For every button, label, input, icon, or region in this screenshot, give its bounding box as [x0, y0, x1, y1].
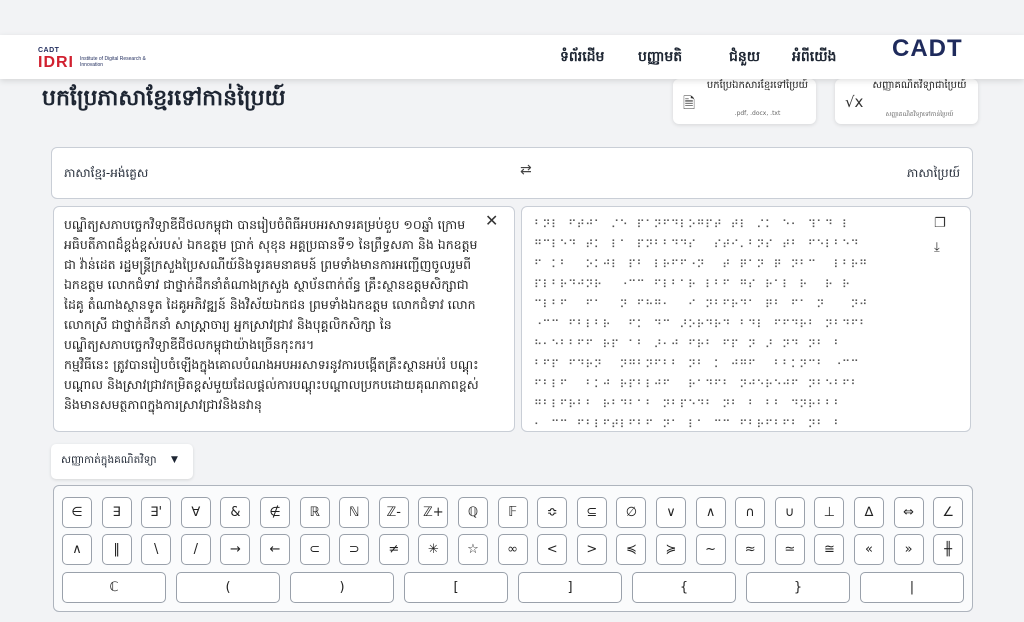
symbol-key[interactable]: ∞ — [498, 534, 528, 565]
dropdown-label: សញ្ញាកាត់ក្នុងគណិតវិទ្យា — [61, 454, 157, 466]
symbol-key[interactable]: ∈ — [62, 497, 92, 528]
symbol-key[interactable]: → — [220, 534, 250, 565]
symbol-key[interactable]: ≎ — [537, 497, 567, 528]
symbol-key[interactable]: & — [220, 497, 250, 528]
symbol-key[interactable]: ‖ — [102, 534, 132, 565]
clear-icon[interactable]: ✕ — [485, 211, 499, 230]
symbol-key[interactable]: ∃ — [102, 497, 132, 528]
symbol-key[interactable]: ⇔ — [894, 497, 924, 528]
document-translate-card[interactable] — [673, 79, 816, 124]
language-selector-bar — [51, 147, 973, 199]
card-title: សញ្ញាគណិតវិទ្យាជាប្រៃយ៍ — [872, 80, 967, 91]
braille-output-area — [521, 206, 971, 432]
symbol-key[interactable]: ∩ — [735, 497, 765, 528]
chevron-down-icon: ▼ — [171, 455, 178, 465]
symbol-key[interactable]: ≽ — [656, 534, 686, 565]
symbol-key[interactable]: ~ — [696, 534, 726, 565]
symbol-key[interactable]: < — [537, 534, 567, 565]
symbol-key[interactable]: ≅ — [814, 534, 844, 565]
symbol-key[interactable]: ≠ — [379, 534, 409, 565]
symbol-key[interactable]: ∧ — [696, 497, 726, 528]
source-text-area[interactable] — [53, 206, 515, 432]
symbol-key[interactable]: ℚ — [458, 497, 488, 528]
nav-help[interactable]: ជំនួយ — [729, 49, 761, 65]
swap-languages-icon[interactable]: ⇄ — [520, 162, 532, 178]
symbol-key[interactable]: { — [632, 572, 736, 603]
symbol-key[interactable]: } — [746, 572, 850, 603]
symbol-key[interactable]: ℝ — [300, 497, 330, 528]
symbol-key[interactable]: ☆ — [458, 534, 488, 565]
symbol-key[interactable]: ⊥ — [814, 497, 844, 528]
card-subtitle: .pdf, .docx, .txt — [734, 110, 781, 117]
symbol-key[interactable]: ℤ+ — [418, 497, 448, 528]
symbol-key[interactable]: ⊆ — [577, 497, 607, 528]
symbol-key[interactable]: \ — [141, 534, 171, 565]
symbol-key[interactable]: « — [854, 534, 884, 565]
logo-subtitle-text: Institute of Digital Research & Innovation — [80, 56, 146, 68]
source-text[interactable]: បណ្ឌិត្យសភាបច្ចេកវិទ្យាឌីជីថលកម្ពុជា បានរៀបចំពិធីអបអរសាទរគម្រប់ខួប ១០ឆ្នាំ ក្រោមអធិបតីភាពដ៏ខ្ពង់ខ្ពស់របស់ ឯកឧត្តម ប្រាក់ សុខុន អគ្គប្រធានទី១ នៃព្រឹទ្ធសភា និង ឯកឧត្តម ជា វ៉ាន់ដេត រដ្ឋមន្ត្រីក្រសួងប្រៃសណីយ៍និងទូរគមនាគមន៍ ព្រមទាំងមានការអញ្ជើញចូលរួមពី ឯកឧត្តម លោកជំទាវ ជាថ្នាក់ដឹកនាំតំណាងក្រសួង ស្ថាប័នពាក់ព័ន្ធ គ្រឹះស្ថានឧត្តមសិក្សាជាដៃគូ តំណាងស្ថានទូត ដៃគូអភិវឌ្ឍន៍ និងវិស័យឯកជន ព្រមទាំងឯកឧត្តម លោកជំទាវ លោក លោកស្រី ជាថ្នាក់ដឹកនាំ សាស្ត្រាចារ្យ អ្នកស្រាវជ្រាវ និងបុគ្គលិកសិក្សា នៃបណ្ឌិត្យសភាបច្ចេកវិទ្យាឌីជីថលកម្ពុជាយ៉ាងច្រើនកុះករ។ កម្មវិធីនេះ ត្រូវបានរៀបចំឡើងក្នុងគោលបំណងអបអរសាទរនូវការបង្កើតគ្រឹះស្ថានអប់រំ បណ្តុះបណ្តាល និងស្រាវជ្រាវកម្រិតខ្ពស់មួយដែលផ្តល់ការបណ្តុះបណ្តាលប្រកបដោយគុណភាពខ្ពស់ និងមានសមត្ថភាពក្នុងការស្រាវជ្រាវនិងនវានុ — [64, 217, 479, 412]
nav-feedback[interactable]: បញ្ញាមតិ — [638, 49, 683, 65]
symbol-key[interactable]: ≃ — [775, 534, 805, 565]
nav-about[interactable]: អំពីយើង — [792, 49, 837, 65]
symbol-key[interactable]: ≼ — [616, 534, 646, 565]
braille-output-text: ⠃⠝⠇⠀⠋⠞⠚⠁⠀⠌⠑⠀⠏⠁⠝⠋⠙⠇⠕⠛⠏⠞⠀⠞⠇⠀⠌⠅⠀⠑⠂⠀⠹⠁⠙⠀⠇ ⠛⠉⠇⠑⠙⠀⠞⠅⠀⠇⠁⠀⠏⠝⠃⠃⠙⠙⠎⠀⠀⠎⠞⠊⠄⠃⠝⠎⠀⠞⠃⠀⠋⠑⠇⠃⠑⠙ ⠋⠀⠅⠃⠀⠀⠕⠅⠚⠇⠀⠏⠃⠀⠇⠗⠋⠋⠐⠝⠀⠀⠞⠀⠟⠁⠝⠀⠟⠀⠝⠃⠉⠀⠀⠇⠃⠗⠛ ⠏⠇⠃⠗⠙⠚⠝⠗⠀⠀⠐⠉⠉⠀⠋⠇⠃⠁⠗⠀⠇⠃⠋⠀⠛⠎⠀⠗⠁⠇⠀⠗⠀⠀⠗⠀⠗ ⠉⠇⠃⠋⠀⠀⠋⠁⠀⠀⠝⠀⠋⠓⠛⠂⠀⠀⠊⠀⠝⠃⠋⠗⠙⠁⠀⠟⠃⠀⠋⠁⠀⠝⠀⠀⠀⠝⠚ ⠐⠉⠉⠀⠋⠃⠇⠃⠗⠀⠀⠋⠅⠀⠙⠉⠀⠜⠕⠗⠙⠗⠙⠀⠃⠙⠇⠀⠋⠋⠙⠗⠃⠀⠝⠃⠙⠋⠃ ⠓⠂⠑⠃⠃⠋⠋⠀⠗⠏⠀⠁⠃⠀⠜⠂⠚⠀⠋⠗⠃⠀⠋⠏⠀⠝⠀⠜⠀⠝⠙⠀⠝⠃⠀⠃ ⠃⠋⠏⠀⠋⠙⠗⠝⠀⠀⠝⠛⠃⠝⠋⠃⠃⠀⠝⠃⠀⠅⠀⠚⠛⠋⠀⠀⠃⠃⠅⠝⠉⠃⠀⠐⠉⠉ ⠋⠃⠇⠋⠀⠀⠃⠅⠚⠀⠗⠏⠃⠇⠚⠋⠀⠀⠗⠁⠙⠋⠃⠀⠝⠚⠑⠗⠑⠚⠋⠀⠝⠃⠑⠃⠋⠃ ⠛⠃⠇⠋⠗⠃⠃⠀⠗⠃⠙⠃⠁⠃⠀⠝⠃⠏⠑⠙⠃⠀⠝⠃⠀⠃⠀⠃⠃⠀⠙⠝⠗⠃⠃⠃ ⠂⠀⠉⠉⠀⠋⠃⠇⠋⠞⠇⠋⠃⠋⠀⠝⠁⠀⠇⠁⠀⠉⠉⠀⠋⠃⠗⠋⠃⠋⠃⠀⠝⠃⠀⠃ — [534, 218, 868, 431]
symbol-key[interactable]: 𝔽 — [498, 497, 528, 528]
copy-icon[interactable]: ❐ — [934, 216, 946, 231]
logo-org-text: CADT — [38, 47, 60, 54]
symbol-key[interactable]: ⊃ — [339, 534, 369, 565]
symbol-key[interactable]: ≈ — [735, 534, 765, 565]
symbol-key[interactable]: ( — [176, 572, 280, 603]
cadt-idri-logo[interactable] — [38, 47, 153, 73]
symbol-key[interactable]: ╫ — [933, 534, 963, 565]
symbol-key[interactable]: ℂ — [62, 572, 166, 603]
symbol-key[interactable]: / — [181, 534, 211, 565]
symbol-key[interactable]: ∠ — [933, 497, 963, 528]
source-language[interactable]: ភាសាខ្មែរ-អង់គ្លេស — [64, 166, 149, 180]
card-subtitle: សញ្ញាគណិតវិទ្យាទៅកាន់ប្រៃយ៍ — [885, 111, 954, 118]
symbol-key[interactable]: ] — [518, 572, 622, 603]
download-icon[interactable]: ⤓ — [934, 240, 940, 255]
symbol-key[interactable]: » — [894, 534, 924, 565]
symbol-key[interactable]: ✳ — [418, 534, 448, 565]
cadt-brand-logo[interactable]: CADT — [892, 35, 963, 62]
symbol-key[interactable]: ∃' — [141, 497, 171, 528]
target-language[interactable]: ភាសាប្រៃយ៍ — [906, 166, 960, 180]
symbol-key[interactable]: ∀ — [181, 497, 211, 528]
symbol-key[interactable]: ∨ — [656, 497, 686, 528]
symbol-key[interactable]: ← — [260, 534, 290, 565]
symbol-key[interactable]: ∅ — [616, 497, 646, 528]
card-title: បកប្រែឯកសារខ្មែរទៅប្រៃយ៍ — [706, 80, 809, 91]
sqrt-x-icon: √x — [845, 93, 864, 111]
symbol-key[interactable]: [ — [404, 572, 508, 603]
symbol-key[interactable]: ⊂ — [300, 534, 330, 565]
math-symbols-dropdown[interactable] — [51, 444, 193, 479]
document-icon: 🗎 — [683, 94, 696, 112]
top-navigation-bar — [0, 35, 1024, 79]
symbol-key[interactable]: ∪ — [775, 497, 805, 528]
symbol-key[interactable]: ℤ- — [379, 497, 409, 528]
math-symbol-keyboard — [53, 485, 973, 612]
logo-idri-text: IDRI — [38, 54, 74, 71]
page-title: បកប្រែភាសាខ្មែរទៅកាន់ប្រៃយ៍ — [42, 86, 286, 111]
symbol-key[interactable]: ∧ — [62, 534, 92, 565]
symbol-key[interactable]: ∆ — [854, 497, 884, 528]
symbol-key[interactable]: ∉ — [260, 497, 290, 528]
symbol-key[interactable]: ) — [290, 572, 394, 603]
nav-home[interactable]: ទំព័រដើម — [560, 49, 605, 65]
symbol-key[interactable]: > — [577, 534, 607, 565]
math-braille-card[interactable] — [835, 79, 978, 124]
symbol-key[interactable]: ℕ — [339, 497, 369, 528]
symbol-key[interactable]: | — [860, 572, 964, 603]
